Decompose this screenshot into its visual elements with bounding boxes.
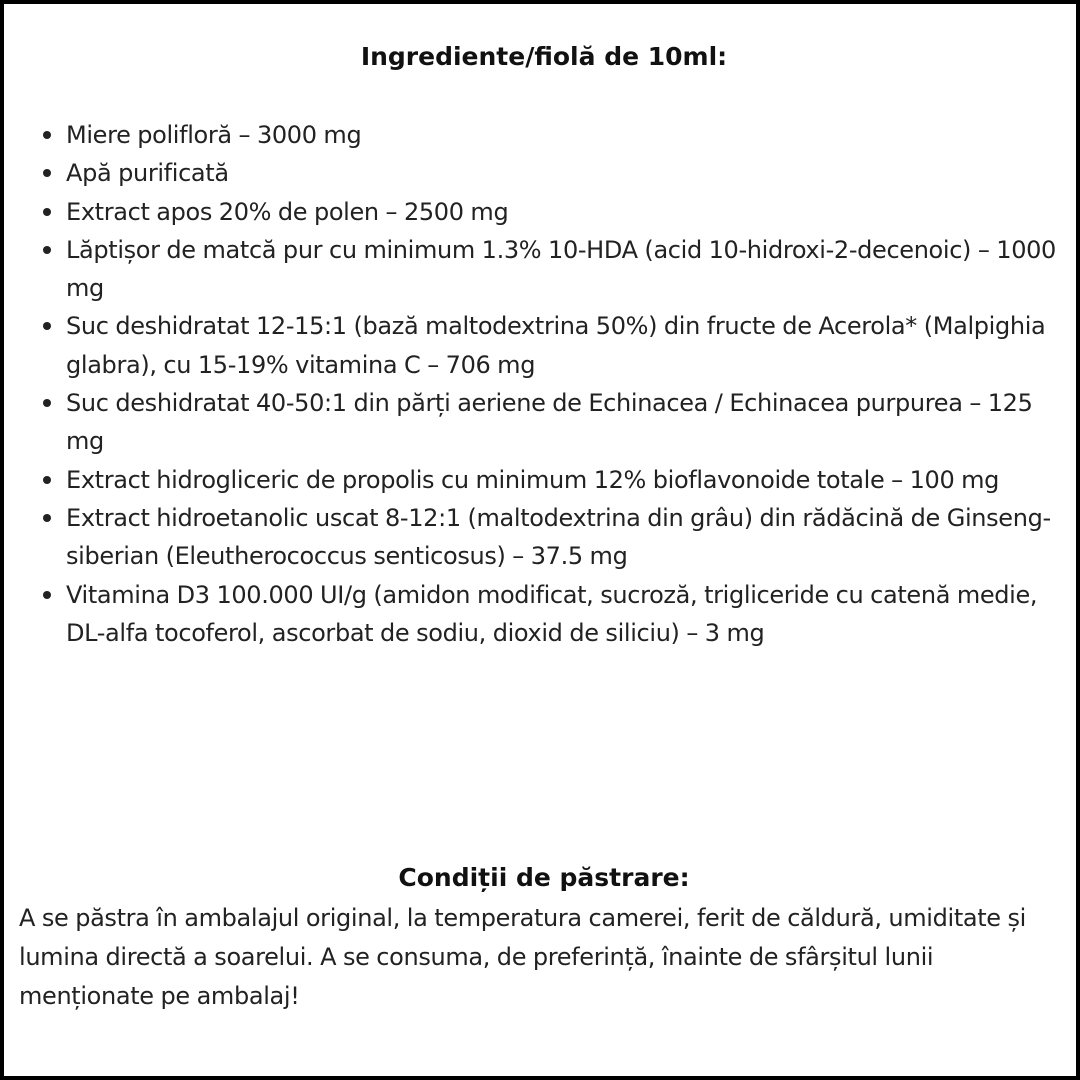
ingredient-item: Suc deshidratat 40-50:1 din părți aeriene de Echinacea / Echinacea purpurea – 125 mg	[66, 384, 1066, 461]
ingredient-item: Miere polifloră – 3000 mg	[66, 116, 1066, 154]
ingredients-heading: Ingrediente/fiolă de 10ml:	[360, 42, 728, 71]
storage-text: A se păstra în ambalajul original, la temperatura camerei, ferit de căldură, umiditate și lumina directă a soarelui. A se consuma, de preferință, înainte de sfârșitul lunii menționate pe ambalaj!	[19, 904, 1026, 1010]
ingredient-item: Extract hidroetanolic uscat 8-12:1 (maltodextrina din grâu) din rădăcină de Ginseng-siberian (Eleutherococcus senticosus) – 37.5 mg	[66, 499, 1066, 576]
ingredient-item: Extract hidrogliceric de propolis cu minimum 12% bioflavonoide totale – 100 mg	[66, 461, 1066, 499]
ingredient-item: Lăptișor de matcă pur cu minimum 1.3% 10-HDA (acid 10-hidroxi-2-decenoic) – 1000 mg	[66, 231, 1066, 308]
storage-heading: Condiții de păstrare:	[398, 863, 690, 892]
ingredient-item: Vitamina D3 100.000 UI/g (amidon modificat, sucroză, trigliceride cu catenă medie, DL-alfa tocoferol, ascorbat de sodiu, dioxid de siliciu) – 3 mg	[66, 576, 1066, 653]
ingredient-item: Apă purificată	[66, 154, 1066, 192]
ingredient-item: Suc deshidratat 12-15:1 (bază maltodextrina 50%) din fructe de Acerola* (Malpighia glabra), cu 15-19% vitamina C – 706 mg	[66, 307, 1066, 384]
ingredients-list	[4, 116, 1066, 652]
ingredient-item: Extract apos 20% de polen – 2500 mg	[66, 193, 1066, 231]
